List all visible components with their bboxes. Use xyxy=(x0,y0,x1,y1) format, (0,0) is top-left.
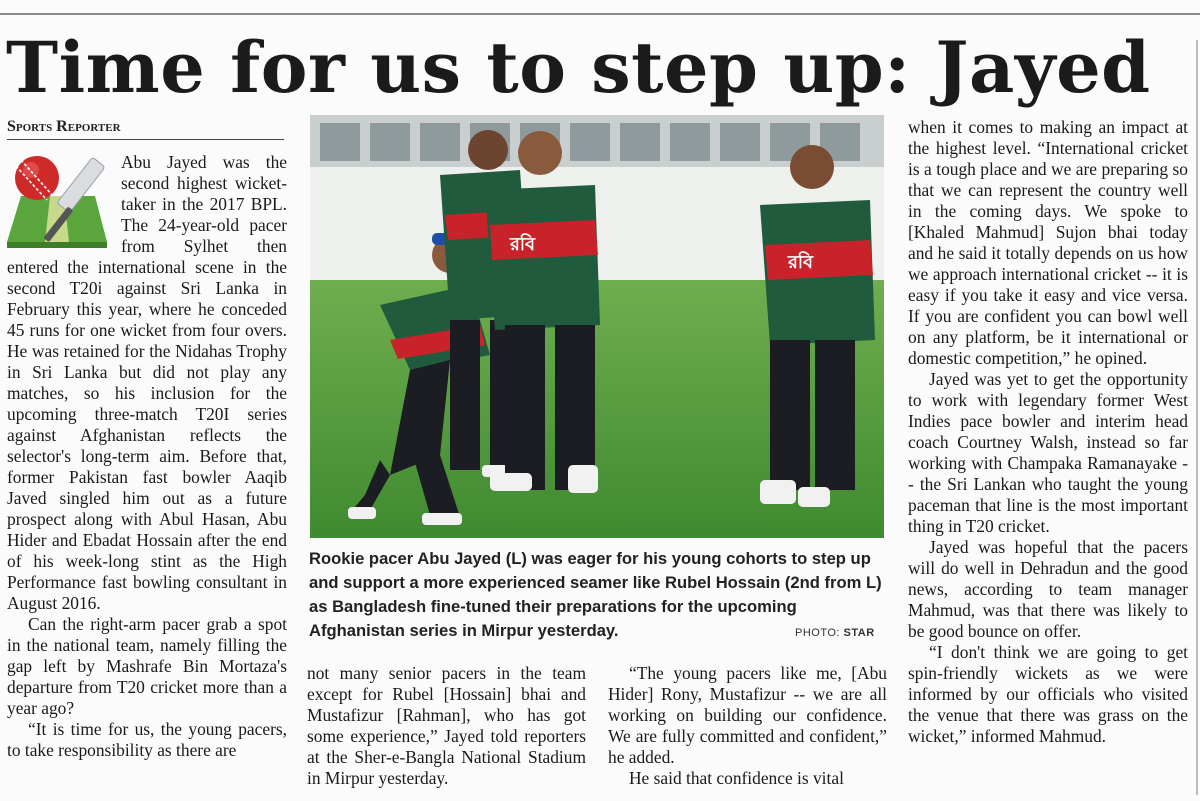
paragraph: He said that confidence is vital xyxy=(629,768,844,788)
paragraph: when it comes to making an impact at the highest level. “International cricket is a tough place and we are preparing so that we can represent the country well in the coming days. We spoke to [Khaled Mahmud] Sujon bhai today and he said it totally depends on us how we approach international cricket -- it is easy if you take it easy and vice versa. If you are confident you can bowl well on any platform, be it international or domestic competition,” he opined. xyxy=(908,117,1188,368)
jersey-sponsor-text: রবি xyxy=(510,234,536,255)
article-column-2 xyxy=(307,663,586,789)
paragraph: not many senior pacers in the team except for Rubel [Hossain] bhai and Mustafizur [Rahman], who has got some experience,” Jayed told reporters at the Sher-e-Bangla National Stadium in Mirpur yesterday. xyxy=(307,663,586,788)
photo-caption: Rookie pacer Abu Jayed (L) was eager for his young cohorts to step up and support a more experienced seamer like Rubel Hossain (2nd from L) as Bangladesh fine-tuned their preparations for the upcoming Afghanistan series in Mirpur yesterday. xyxy=(309,549,882,640)
right-rule xyxy=(1196,40,1198,795)
article-column-4 xyxy=(908,117,1188,747)
byline: Sports Reporter xyxy=(7,118,284,140)
top-rule xyxy=(0,13,1200,15)
article-column-3 xyxy=(608,663,887,789)
paragraph: “The young pacers like me, [Abu Hider] Rony, Mustafizur -- we are all working on building our confidence. We are fully committed and confident,” he added. xyxy=(608,663,887,767)
paragraph: “It is time for us, the young pacers, to take responsibility as there are xyxy=(7,719,287,760)
paragraph: “I don't think we are going to get spin-friendly wickets as we were informed by our officials who visited the venue that there was grass on the wicket,” informed Mahmud. xyxy=(908,642,1188,746)
paragraph: Abu Jayed was the second highest wicket-taker in the 2017 BPL. The 24-year-old pacer from Sylhet then entered the international scene in the second T20i against Sri Lanka in February this year, where he conceded 45 runs for one wicket from four overs. He was retained for the Nidahas Trophy in Sri Lanka but did not play any matches, so his inclusion for the upcoming three-match T20I series against Afghanistan reflects the selector's long-term aim. Before that, former Pakistan fast bowler Aaqib Javed singled him out as a future prospect along with Abul Hasan, Abu Hider and Ebadat Hossain after the end of his week-long stint as the High Performance fast bowling consultant in August 2016. xyxy=(7,152,287,613)
news-photo xyxy=(310,115,884,538)
paragraph: Jayed was yet to get the opportunity to work with legendary former West Indies pace bowler and interim head coach Courtney Walsh, instead so far working with Champaka Ramanayake -- the Sri Lankan who taught the young paceman that line is the most important thing in T20 cricket. xyxy=(908,369,1188,536)
headline: Time for us to step up: Jayed xyxy=(6,26,1151,109)
paragraph: Jayed was hopeful that the pacers will do well in Dehradun and the good news, according to team manager Mahmud, was that there was likely to be good bounce on offer. xyxy=(908,537,1188,641)
paragraph: Can the right-arm pacer grab a spot in the national team, namely filling the gap left by Mashrafe Bin Mortaza's departure from T20 cricket more than a year ago? xyxy=(7,614,287,718)
cricket-ball-and-bat-icon xyxy=(7,152,115,252)
photo-cricketers-practice xyxy=(310,115,884,538)
article-column-1 xyxy=(7,152,287,761)
jersey-sponsor-text: রবি xyxy=(788,252,814,273)
photo-credit: PHOTO: STAR xyxy=(795,627,875,639)
